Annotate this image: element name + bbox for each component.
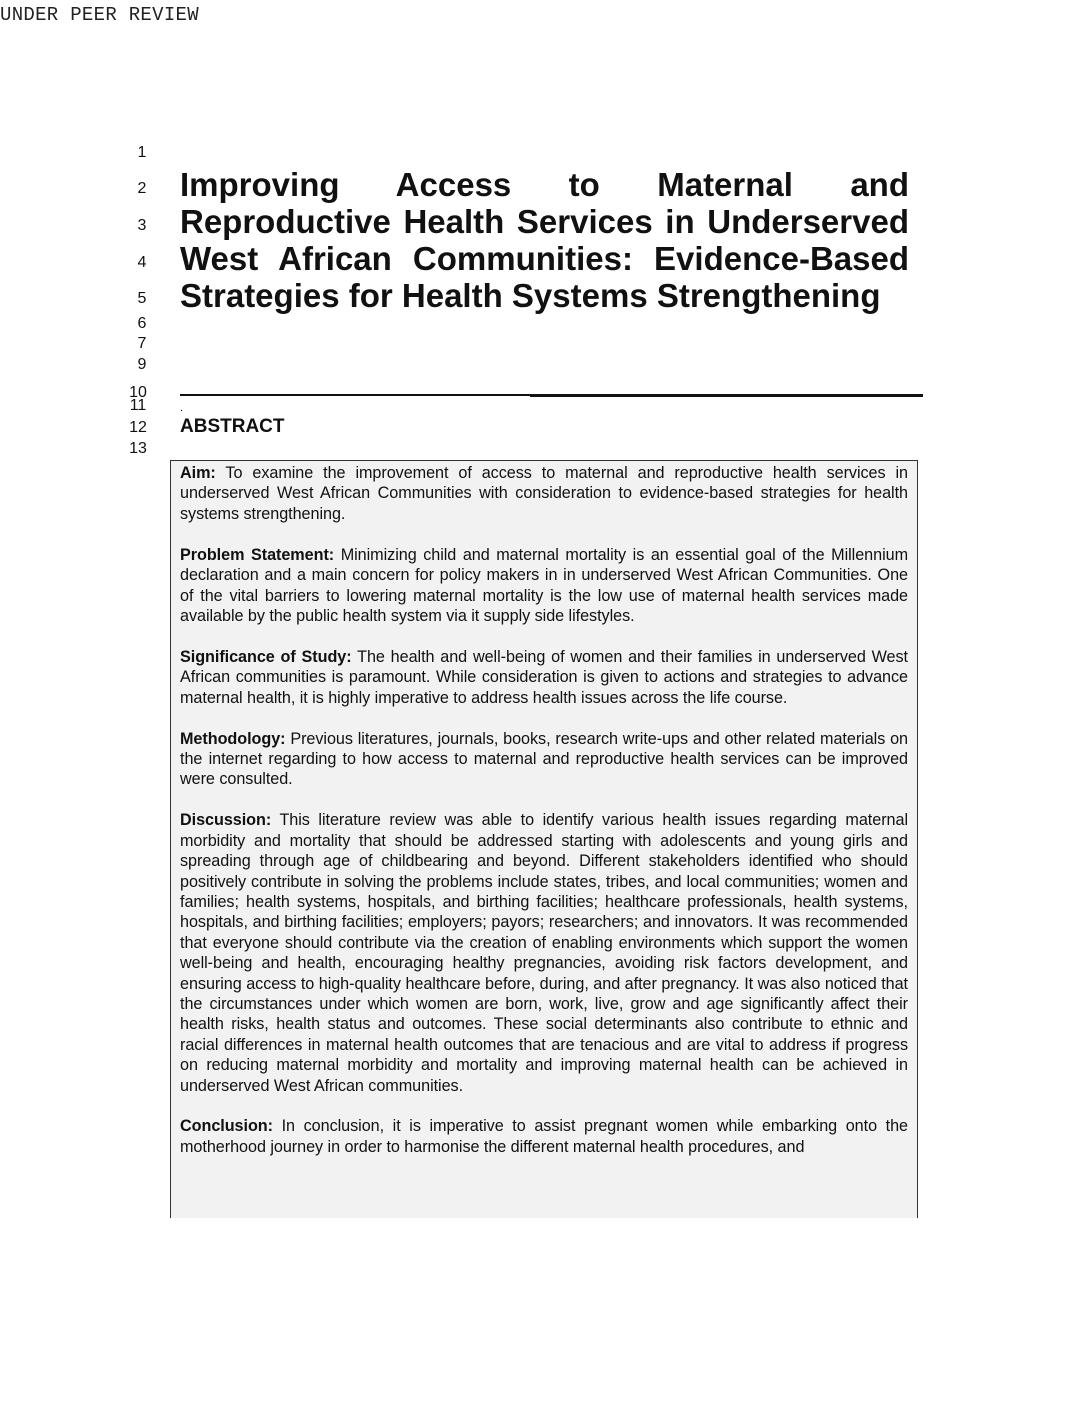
title-line: Strategies for Health Systems Strengthening — [180, 277, 881, 314]
paper-title — [180, 166, 909, 314]
line-number: 9 — [137, 356, 147, 373]
separator-rule — [530, 394, 923, 397]
section-label: Conclusion: — [180, 1117, 273, 1136]
abstract-methodology — [180, 729, 908, 790]
title-line: Reproductive Health Services in Underserved — [180, 203, 909, 240]
review-watermark: UNDER PEER REVIEW — [0, 4, 199, 26]
line-number: 2 — [137, 180, 147, 197]
section-text: This literature review was able to identify various health issues regarding maternal morbidity and mortality that should be addressed starting with adolescents and young girls and spreading through age of childbearing and beyond. Different stakeholders identified who should positively contribute in solving the problems include states, tribes, and local communities; women and families; health systems, hospitals, and birthing facilities; healthcare professionals, health systems, hospitals, and birthing facilities; employers; payors; researchers; and innovators. It was recommended that everyone should contribute via the creation of enabling environments which support the women well-being and health, encouraging healthy pregnancies, avoiding risk factors development, and ensuring access to high-quality healthcare before, during, and after pregnancy. It was also noticed that the circumstances under which women are born, work, live, grow and age significantly affect their health risks, health status and outcomes. These social determinants also contribute to ethnic and racial differences in maternal health outcomes that are tenacious and are vital to address if progress on reducing maternal morbidity and mortality and improving maternal health can be achieved in underserved West African communities. — [180, 811, 908, 1095]
abstract-heading: ABSTRACT — [180, 416, 285, 437]
line-number: 3 — [137, 217, 147, 234]
section-label: Problem Statement: — [180, 545, 335, 564]
abstract-aim — [180, 463, 908, 524]
section-text: The health and well-being of women and their families in underserved West African communities is paramount. While consideration is given to actions and strategies to advance maternal health, it is highly imperative to address health issues across the life course. — [180, 647, 908, 707]
line-number: 1 — [137, 144, 147, 161]
line-number: 12 — [129, 419, 147, 436]
line-number: 6 — [137, 315, 147, 332]
abstract-problem-statement — [180, 545, 908, 627]
line-number: 4 — [137, 254, 147, 271]
abstract-conclusion — [180, 1116, 908, 1157]
section-text: Minimizing child and maternal mortality is an essential goal of the Millennium declaration and a main concern for policy makers in in underserved West African Communities. One of the vital barriers to lowering maternal mortality is the low use of maternal health services made available by the public health system via it supply side lifestyles. — [180, 545, 908, 625]
abstract-box — [170, 460, 918, 1218]
abstract-significance — [180, 647, 908, 708]
line-number: 7 — [137, 335, 147, 352]
section-label: Discussion: — [180, 811, 272, 830]
separator-mark: . — [180, 402, 184, 414]
section-label: Methodology: — [180, 729, 286, 748]
line-number: 5 — [137, 290, 147, 307]
separator-rule — [180, 394, 530, 396]
line-number: 10 — [129, 384, 147, 401]
section-text: Previous literatures, journals, books, research write-ups and other related materials on the internet regarding to how access to maternal and reproductive health services can be improved were consulted. — [180, 729, 908, 789]
section-label: Aim: — [180, 464, 216, 482]
title-line: West African Communities: Evidence-Based — [180, 240, 909, 277]
section-label: Significance of Study: — [180, 647, 352, 666]
line-number: 13 — [129, 440, 147, 457]
title-line: Improving Access to Maternal and — [180, 166, 909, 203]
line-number: 11 — [129, 397, 147, 414]
section-text: To examine the improvement of access to maternal and reproductive health services in underserved West African Communities with consideration to evidence-based strategies for health systems strengthening. — [180, 464, 908, 523]
section-text: In conclusion, it is imperative to assist pregnant women while embarking onto the motherhood journey in order to harmonise the different maternal health procedures, and — [180, 1117, 908, 1156]
abstract-discussion — [180, 810, 908, 1096]
